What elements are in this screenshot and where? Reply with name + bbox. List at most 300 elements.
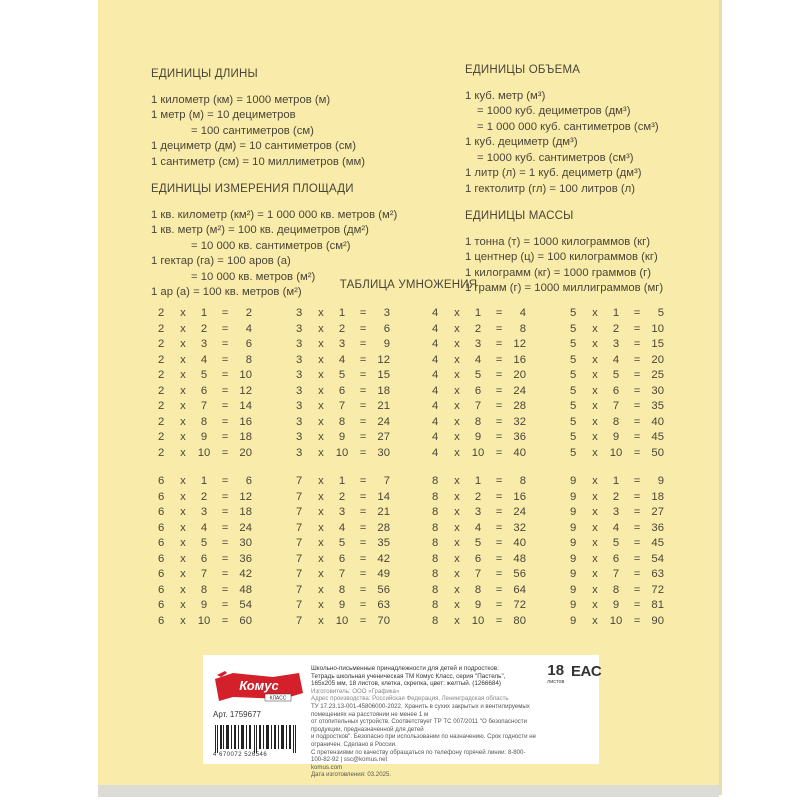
multiplication-row: [158, 583, 252, 599]
multiplication-cell: 10: [335, 446, 349, 459]
multiplication-row: [570, 474, 664, 490]
multiplication-cell: 3: [296, 400, 303, 412]
multiplication-column-2: [158, 306, 252, 461]
multiplication-cell: 9: [570, 614, 577, 627]
multiplication-cell: =: [359, 521, 367, 534]
multiplication-cell: 20: [239, 446, 252, 459]
eac-mark: EAC: [571, 663, 602, 680]
multiplication-cell: 7: [612, 400, 620, 412]
multiplication-cell: 5: [570, 369, 577, 381]
multiplication-row: [296, 322, 390, 338]
multiplication-cell: 3: [200, 338, 208, 350]
multiplication-row: [158, 521, 252, 537]
multiplication-cell: 8: [338, 415, 346, 428]
multiplication-cell: 8: [474, 583, 482, 596]
units-volume-line: 1 куб. дециметр (дм³): [465, 136, 578, 148]
multiplication-cell: =: [633, 490, 641, 503]
multiplication-cell: 60: [239, 614, 252, 627]
units-volume-block: [465, 63, 663, 297]
fine-print-line: и подростков". Безопасно при использовании по назначению. Срок годности не ограничен. Сделано в России.: [311, 733, 536, 748]
sheet-count: [547, 663, 564, 685]
multiplication-cell: 2: [245, 307, 252, 319]
multiplication-cell: 6: [474, 384, 482, 397]
multiplication-cell: 8: [432, 537, 439, 549]
multiplication-cell: x: [180, 400, 186, 412]
multiplication-cell: =: [495, 475, 503, 487]
multiplication-cell: x: [318, 400, 324, 412]
multiplication-cell: =: [221, 521, 229, 534]
multiplication-row: [570, 536, 664, 552]
multiplication-row: [570, 521, 664, 537]
multiplication-row: [432, 322, 526, 338]
multiplication-cell: 4: [474, 521, 482, 534]
multiplication-cell: x: [454, 552, 460, 565]
multiplication-row: [296, 583, 390, 599]
multiplication-column-8: [432, 474, 526, 629]
multiplication-row: [158, 306, 252, 322]
multiplication-cell: 8: [474, 415, 482, 428]
multiplication-cell: =: [221, 446, 229, 459]
multiplication-cell: 7: [296, 583, 303, 596]
multiplication-cell: =: [495, 446, 503, 459]
multiplication-cell: x: [592, 521, 598, 534]
multiplication-cell: x: [318, 568, 324, 580]
multiplication-cell: =: [359, 614, 367, 627]
multiplication-cell: 3: [338, 506, 346, 518]
multiplication-title: ТАБЛИЦА УМНОЖЕНИЯ: [339, 279, 478, 291]
multiplication-cell: 27: [377, 431, 390, 443]
multiplication-cell: 7: [200, 568, 208, 580]
multiplication-cell: 9: [383, 338, 390, 350]
multiplication-cell: 5: [570, 338, 577, 350]
multiplication-cell: 28: [513, 400, 526, 412]
multiplication-cell: x: [592, 415, 598, 428]
multiplication-cell: 4: [432, 322, 439, 335]
multiplication-row: [570, 505, 664, 521]
multiplication-cell: x: [180, 583, 186, 596]
product-label: [203, 655, 602, 779]
multiplication-cell: =: [359, 369, 367, 381]
multiplication-cell: 2: [612, 322, 620, 335]
units-area-line: = 10 000 кв. сантиметров (см²): [191, 239, 351, 252]
multiplication-cell: x: [592, 583, 598, 596]
multiplication-cell: 3: [474, 506, 482, 518]
multiplication-cell: 7: [474, 568, 482, 580]
multiplication-cell: 42: [239, 568, 252, 580]
multiplication-cell: 48: [239, 583, 252, 596]
multiplication-cell: 6: [245, 475, 252, 487]
multiplication-row: [570, 368, 664, 384]
multiplication-cell: 10: [609, 446, 623, 459]
multiplication-cell: =: [221, 307, 229, 319]
multiplication-cell: x: [180, 552, 186, 565]
multiplication-cell: 2: [158, 400, 165, 412]
multiplication-row: [158, 399, 252, 415]
multiplication-cell: 42: [377, 552, 390, 565]
multiplication-cell: 8: [432, 568, 439, 580]
multiplication-cell: x: [180, 307, 186, 319]
multiplication-cell: =: [633, 506, 641, 518]
multiplication-cell: =: [221, 369, 229, 381]
multiplication-cell: x: [454, 431, 460, 443]
multiplication-cell: 7: [296, 475, 303, 487]
multiplication-cell: 8: [612, 415, 620, 428]
multiplication-cell: 5: [612, 369, 620, 381]
multiplication-cell: 18: [377, 384, 390, 397]
multiplication-cell: =: [495, 583, 503, 596]
multiplication-cell: 4: [338, 521, 346, 534]
multiplication-cell: 5: [570, 415, 577, 428]
multiplication-cell: 16: [513, 490, 526, 503]
multiplication-cell: 6: [200, 384, 208, 397]
multiplication-cell: =: [359, 400, 367, 412]
multiplication-cell: 81: [651, 599, 664, 611]
multiplication-cell: 4: [432, 446, 439, 459]
multiplication-row: [432, 306, 526, 322]
multiplication-cell: 5: [570, 384, 577, 397]
multiplication-cell: 28: [377, 521, 390, 534]
multiplication-cell: 6: [158, 506, 165, 518]
multiplication-cell: 5: [338, 369, 346, 381]
multiplication-cell: =: [221, 384, 229, 397]
multiplication-cell: x: [592, 599, 598, 611]
multiplication-cell: x: [318, 599, 324, 611]
multiplication-cell: 40: [513, 446, 526, 459]
multiplication-cell: 6: [245, 338, 252, 350]
notebook-page-edge: [98, 785, 719, 797]
multiplication-cell: 5: [570, 446, 577, 459]
multiplication-cell: 1: [612, 475, 620, 487]
multiplication-cell: 15: [651, 338, 664, 350]
multiplication-cell: 5: [612, 537, 620, 549]
multiplication-cell: 24: [239, 521, 252, 534]
multiplication-cell: 7: [296, 490, 303, 503]
multiplication-cell: x: [592, 552, 598, 565]
multiplication-cell: x: [454, 521, 460, 534]
multiplication-cell: 7: [296, 552, 303, 565]
multiplication-cell: 8: [432, 599, 439, 611]
multiplication-cell: =: [633, 338, 641, 350]
multiplication-row: [296, 368, 390, 384]
sheet-count-label: листов: [547, 679, 565, 685]
multiplication-cell: 54: [651, 552, 664, 565]
multiplication-cell: 8: [338, 583, 346, 596]
multiplication-cell: 64: [513, 583, 526, 596]
multiplication-cell: 5: [570, 353, 577, 366]
multiplication-cell: x: [454, 583, 460, 596]
multiplication-column-9: [570, 474, 664, 629]
multiplication-cell: =: [633, 552, 641, 565]
multiplication-cell: =: [495, 353, 503, 366]
multiplication-cell: =: [633, 614, 641, 627]
multiplication-cell: =: [633, 431, 641, 443]
multiplication-cell: 6: [158, 475, 165, 487]
multiplication-row: [570, 384, 664, 400]
multiplication-cell: 2: [158, 446, 165, 459]
multiplication-cell: 9: [474, 431, 482, 443]
multiplication-cell: x: [180, 415, 186, 428]
multiplication-cell: x: [318, 369, 324, 381]
multiplication-cell: 7: [296, 568, 303, 580]
multiplication-cell: 8: [432, 490, 439, 503]
multiplication-cell: 10: [651, 322, 664, 335]
multiplication-row: [296, 474, 390, 490]
multiplication-cell: 2: [158, 353, 165, 366]
multiplication-cell: =: [495, 490, 503, 503]
multiplication-cell: =: [633, 415, 641, 428]
multiplication-cell: 8: [432, 614, 439, 627]
multiplication-cell: 45: [651, 537, 664, 549]
units-length-line: 1 метр (м) = 10 дециметров: [151, 109, 296, 121]
multiplication-cell: x: [180, 506, 186, 518]
multiplication-cell: 10: [197, 614, 211, 627]
multiplication-cell: 6: [338, 552, 346, 565]
multiplication-cell: 3: [296, 415, 303, 428]
multiplication-cell: 6: [612, 552, 620, 565]
multiplication-cell: x: [180, 568, 186, 580]
multiplication-cell: 2: [200, 490, 208, 503]
multiplication-cell: 56: [513, 568, 526, 580]
multiplication-row: [296, 353, 390, 369]
multiplication-row: [570, 583, 664, 599]
multiplication-row: [296, 536, 390, 552]
multiplication-cell: 4: [432, 431, 439, 443]
units-area-line: 1 кв. километр (км²) = 1 000 000 кв. метров (м²): [151, 208, 398, 221]
multiplication-cell: 7: [383, 475, 390, 487]
multiplication-cell: x: [318, 614, 324, 627]
multiplication-cell: 10: [197, 446, 211, 459]
multiplication-row: [432, 415, 526, 431]
multiplication-cell: 32: [513, 521, 526, 534]
multiplication-row: [432, 446, 526, 462]
multiplication-cell: 12: [513, 338, 526, 350]
multiplication-cell: 5: [474, 369, 482, 381]
multiplication-row: [158, 505, 252, 521]
multiplication-cell: 9: [570, 475, 577, 487]
multiplication-cell: 4: [519, 307, 526, 319]
multiplication-row: [296, 399, 390, 415]
multiplication-cell: 5: [570, 307, 577, 319]
multiplication-row: [296, 598, 390, 614]
multiplication-cell: x: [454, 322, 460, 335]
multiplication-cell: 2: [474, 322, 482, 335]
multiplication-cell: 9: [570, 537, 577, 549]
multiplication-row: [432, 384, 526, 400]
multiplication-cell: 3: [296, 431, 303, 443]
multiplication-cell: 80: [513, 614, 526, 627]
multiplication-cell: x: [318, 353, 324, 366]
multiplication-cell: =: [633, 322, 641, 335]
multiplication-cell: 48: [513, 552, 526, 565]
multiplication-cell: x: [180, 431, 186, 443]
multiplication-cell: =: [633, 568, 641, 580]
multiplication-cell: 35: [377, 537, 390, 549]
multiplication-cell: x: [454, 506, 460, 518]
multiplication-cell: 4: [432, 384, 439, 397]
multiplication-cell: =: [633, 400, 641, 412]
multiplication-cell: 5: [570, 431, 577, 443]
komus-logo: [213, 669, 305, 703]
multiplication-cell: 9: [570, 490, 577, 503]
multiplication-cell: 1: [612, 307, 620, 319]
multiplication-column-6: [158, 474, 252, 629]
multiplication-cell: 7: [338, 400, 346, 412]
multiplication-row: [158, 322, 252, 338]
multiplication-row: [432, 552, 526, 568]
multiplication-cell: =: [495, 307, 503, 319]
multiplication-cell: =: [495, 322, 503, 335]
fine-print-line: Дата изготовления: 03.2025.: [311, 771, 392, 779]
multiplication-cell: x: [454, 599, 460, 611]
multiplication-row: [158, 598, 252, 614]
multiplication-row: [432, 521, 526, 537]
multiplication-cell: x: [318, 552, 324, 565]
multiplication-cell: x: [318, 431, 324, 443]
units-mass-line: 1 центнер (ц) = 100 килограммов (кг): [465, 251, 658, 263]
multiplication-cell: 14: [239, 400, 252, 412]
multiplication-cell: =: [495, 369, 503, 381]
fine-print-line: ТУ 17.23.13-001-45806000-2022. Хранить в сухих закрытых и вентилируемых помещениях на расстоянии не менее 1 м: [311, 702, 530, 718]
multiplication-row: [570, 353, 664, 369]
multiplication-cell: 3: [474, 338, 482, 350]
multiplication-cell: 63: [651, 568, 664, 580]
multiplication-cell: 8: [245, 353, 252, 366]
multiplication-cell: =: [359, 537, 367, 549]
multiplication-cell: 40: [513, 537, 526, 549]
multiplication-cell: =: [221, 537, 229, 549]
multiplication-row: [432, 399, 526, 415]
multiplication-cell: 8: [200, 415, 208, 428]
multiplication-cell: =: [633, 599, 641, 611]
multiplication-cell: =: [495, 521, 503, 534]
svg-text:Комус: Комус: [239, 678, 279, 693]
units-mass-line: 1 тонна (т) = 1000 килограммов (кг): [465, 235, 650, 248]
multiplication-column-7: [296, 474, 390, 629]
multiplication-cell: 30: [239, 537, 252, 549]
multiplication-cell: 14: [377, 490, 390, 503]
multiplication-cell: 32: [513, 415, 526, 428]
multiplication-cell: =: [221, 415, 229, 428]
fine-print-line: от отопительных устройств. Соответствует ТР ТС 007/2011 "О безопасности продукции, предназначенной для детей: [311, 718, 527, 733]
multiplication-cell: 3: [338, 338, 346, 350]
multiplication-cell: 3: [296, 353, 303, 366]
multiplication-cell: =: [495, 599, 503, 611]
multiplication-row: [432, 490, 526, 506]
multiplication-cell: 1: [338, 307, 346, 319]
multiplication-cell: 7: [474, 400, 482, 412]
multiplication-cell: 45: [651, 431, 664, 443]
multiplication-cell: 5: [338, 537, 346, 549]
multiplication-cell: 5: [570, 322, 577, 335]
multiplication-row: [296, 384, 390, 400]
multiplication-cell: 18: [239, 506, 252, 518]
fine-print-line: Адрес производства: Российская Федерация, Ленинградская область: [311, 695, 509, 703]
multiplication-row: [432, 337, 526, 353]
multiplication-row: [158, 446, 252, 462]
multiplication-cell: x: [318, 322, 324, 335]
multiplication-cell: 6: [158, 599, 165, 611]
multiplication-cell: x: [454, 614, 460, 627]
multiplication-cell: 2: [338, 322, 346, 335]
multiplication-cell: =: [633, 307, 641, 319]
units-length-line: 1 сантиметр (см) = 10 миллиметров (мм): [151, 155, 366, 168]
units-volume-line: 1 литр (л) = 1 куб. дециметр (дм³): [465, 167, 642, 179]
multiplication-cell: 10: [471, 614, 485, 627]
multiplication-cell: 6: [474, 552, 482, 565]
multiplication-column-5: [570, 306, 664, 461]
multiplication-cell: =: [359, 322, 367, 335]
fine-print-line: Изготовитель: ООО «Графика»: [311, 687, 400, 695]
multiplication-cell: x: [454, 475, 460, 487]
multiplication-cell: =: [495, 415, 503, 428]
multiplication-cell: 3: [296, 384, 303, 397]
multiplication-cell: x: [592, 475, 598, 487]
units-area-line: 1 гектар (га) = 100 аров (а): [151, 255, 291, 267]
multiplication-cell: 6: [158, 521, 165, 534]
multiplication-cell: 25: [651, 369, 664, 381]
multiplication-row: [570, 322, 664, 338]
multiplication-cell: 5: [200, 537, 208, 549]
multiplication-cell: x: [180, 369, 186, 381]
product-description: [311, 665, 537, 779]
multiplication-cell: 7: [200, 400, 208, 412]
multiplication-cell: 7: [296, 614, 303, 627]
multiplication-cell: 3: [296, 322, 303, 335]
multiplication-cell: x: [454, 400, 460, 412]
multiplication-cell: =: [359, 506, 367, 518]
multiplication-cell: =: [495, 384, 503, 397]
multiplication-cell: 36: [651, 521, 664, 534]
multiplication-cell: x: [592, 431, 598, 443]
multiplication-row: [570, 598, 664, 614]
multiplication-cell: =: [359, 415, 367, 428]
units-area-line: 1 кв. метр (м²) = 100 кв. дециметров (дм²): [151, 224, 369, 236]
units-area-title: ЕДИНИЦЫ ИЗМЕРЕНИЯ ПЛОЩАДИ: [151, 183, 354, 195]
multiplication-cell: =: [221, 490, 229, 503]
multiplication-cell: =: [221, 583, 229, 596]
multiplication-cell: x: [180, 353, 186, 366]
multiplication-cell: 5: [200, 369, 208, 381]
multiplication-cell: x: [180, 599, 186, 611]
multiplication-cell: 2: [200, 322, 208, 335]
multiplication-cell: 90: [651, 614, 664, 627]
multiplication-cell: 9: [612, 431, 620, 443]
multiplication-row: [570, 306, 664, 322]
multiplication-row: [158, 384, 252, 400]
units-volume-line: = 1000 куб. сантиметров (см³): [477, 151, 634, 164]
multiplication-row: [158, 552, 252, 568]
multiplication-cell: =: [359, 307, 367, 319]
multiplication-cell: =: [633, 384, 641, 397]
multiplication-cell: 2: [158, 307, 165, 319]
multiplication-cell: 35: [651, 400, 664, 412]
multiplication-cell: 2: [158, 338, 165, 350]
multiplication-cell: x: [318, 490, 324, 503]
multiplication-cell: 21: [377, 400, 390, 412]
multiplication-cell: 2: [612, 490, 620, 503]
multiplication-cell: 54: [239, 599, 252, 611]
multiplication-row: [296, 505, 390, 521]
multiplication-row: [432, 614, 526, 630]
multiplication-cell: 4: [474, 353, 482, 366]
multiplication-cell: 56: [377, 583, 390, 596]
multiplication-cell: 18: [239, 431, 252, 443]
multiplication-cell: x: [592, 307, 598, 319]
multiplication-row: [432, 368, 526, 384]
multiplication-cell: 24: [513, 384, 526, 397]
multiplication-row: [296, 614, 390, 630]
multiplication-cell: 8: [432, 521, 439, 534]
